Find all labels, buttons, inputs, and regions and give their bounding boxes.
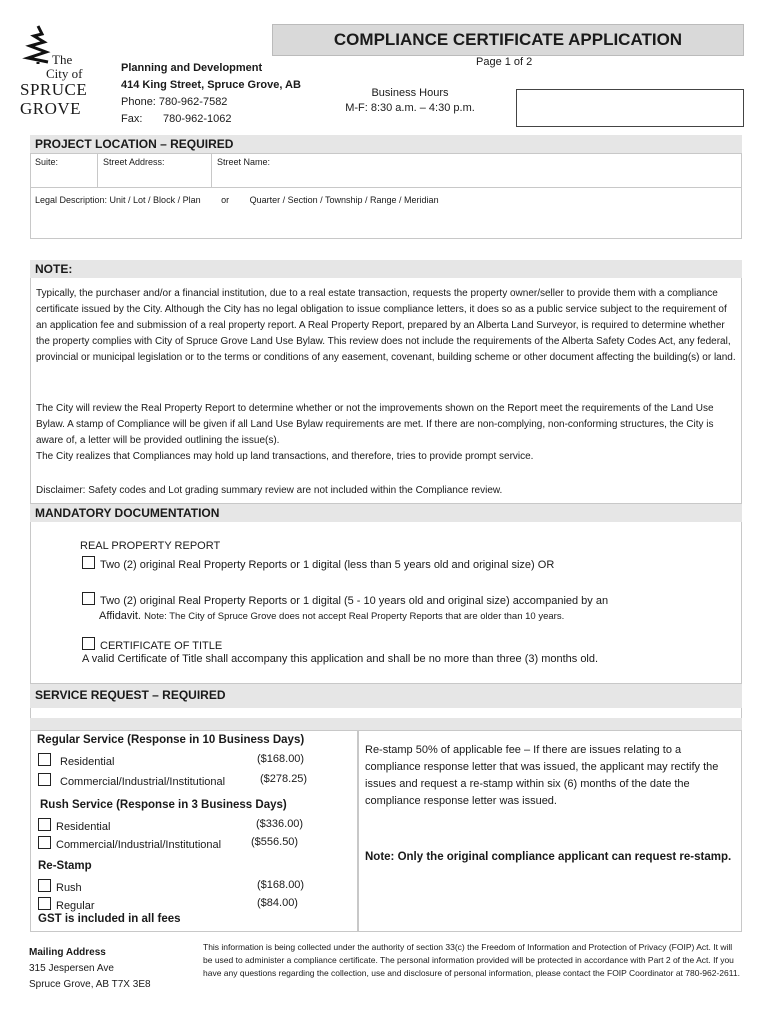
restamp-regular-price: ($84.00)	[257, 897, 298, 909]
restamp-applicant-note: Note: Only the original compliance applicant can request re-stamp.	[365, 851, 732, 863]
restamp-rush-price: ($168.00)	[257, 879, 305, 891]
form-title: COMPLIANCE CERTIFICATE APPLICATION	[272, 24, 744, 56]
business-hours-label: Business Hours	[371, 87, 449, 99]
note-heading: NOTE:	[30, 260, 742, 278]
note-paragraph-1: Typically, the purchaser and/or a financial institution, due to a real estate transaction, requests the property owner/seller to provide them with a compliance certificate issued by the City. Although the City has no legal obligation to issue compliance letters, it does so as a public service subject to the requirement of an application fee and submission of a real property report. A Real Property Report, prepared by an Alberta Land Surveyor, is required to determine whether the property complies with City of Spruce Grove Land Use Bylaw. This review does not include the requirements of the Alberta Safety Codes Act, any federal, provincial or municipal legislation or to the terms or conditions of any easement, covenant, building scheme or other document affecting the building(s) or land.	[36, 288, 736, 363]
regular-commercial-price: ($278.25)	[260, 773, 308, 785]
restamp-heading: Re-Stamp	[38, 860, 92, 872]
restamp-info-panel	[358, 730, 742, 932]
rpr-option-1[interactable]: Two (2) original Real Property Reports or 1 digital (less than 5 years old and original size) OR	[82, 556, 554, 571]
rpr-option-1-checkbox[interactable]	[82, 556, 95, 569]
rpr-heading: REAL PROPERTY REPORT	[80, 540, 221, 552]
rpr-option-2-checkbox[interactable]	[82, 592, 95, 605]
service-subheader-band	[30, 718, 742, 730]
page-indicator: Page 1 of 2	[476, 56, 533, 68]
rush-commercial-checkbox[interactable]	[38, 836, 51, 849]
street-address-field[interactable]: Street Address:	[97, 154, 212, 188]
logo-text-spruce: SPRUCE	[20, 80, 88, 99]
mandatory-heading: MANDATORY DOCUMENTATION	[30, 504, 742, 522]
street-name-field[interactable]: Street Name:	[211, 154, 741, 188]
rpr-option-2-cont: Affidavit. Note: The City of Spruce Grove does not accept Real Property Reports that are older than 10 years.	[99, 610, 565, 622]
regular-service-heading: Regular Service (Response in 10 Business Days)	[37, 734, 305, 746]
logo-text-cityof: City of	[46, 66, 83, 81]
mailing-address	[29, 945, 151, 993]
rpr-age-note: Note: The City of Spruce Grove does not accept Real Property Reports that are older than 10 years.	[144, 611, 565, 622]
restamp-regular-option[interactable]: Regular	[38, 897, 95, 912]
department-name: Planning and Development	[121, 62, 263, 74]
restamp-rush-checkbox[interactable]	[38, 879, 51, 892]
service-fees-panel	[30, 730, 358, 932]
regular-residential-price: ($168.00)	[257, 753, 305, 765]
rush-residential-option[interactable]: Residential	[38, 818, 110, 833]
service-heading-band	[30, 684, 742, 708]
regular-residential-option[interactable]: Residential	[38, 753, 114, 768]
department-phone: Phone: 780-962-7582	[121, 96, 228, 108]
note-paragraph-3: The City realizes that Compliances may hold up land transactions, and therefore, tries to provide prompt service.	[36, 451, 534, 462]
restamp-info-text: Re-stamp 50% of applicable fee – If there are issues relating to a compliance response letter that was issued, the applicant may rectify the issues and request a re-stamp within six (6) months of the date the compliance response letter was issued.	[365, 744, 719, 807]
mailing-address-line1: 315 Jespersen Ave	[29, 963, 114, 974]
project-location-box	[30, 153, 742, 239]
rush-residential-price: ($336.00)	[256, 818, 304, 830]
service-heading: SERVICE REQUEST – REQUIRED	[35, 688, 226, 702]
rush-commercial-option[interactable]: Commercial/Industrial/Institutional	[38, 836, 221, 851]
rush-commercial-price: ($556.50)	[251, 836, 299, 848]
regular-residential-checkbox[interactable]	[38, 753, 51, 766]
restamp-regular-checkbox[interactable]	[38, 897, 51, 910]
foip-notice: This information is being collected under the authority of section 33(c) the Freedom of Information and Protection of Privacy (FOIP) Act. It will be used to administer a compliance certificate. The personal information provided will be protected in accordance with Part 2 of the Act. If you have any questions regarding the collection, use and disclosure of personal information, please contact the FOIP Coordinator at 780-962-2611.	[203, 942, 740, 978]
certificate-of-title[interactable]: CERTIFICATE OF TITLE	[82, 637, 222, 652]
logo-text-the: The	[52, 52, 73, 67]
regular-commercial-checkbox[interactable]	[38, 773, 51, 786]
note-paragraph-2: The City will review the Real Property Report to determine whether or not the improvements shown on the Report meet the requirements of the Land Use Bylaw. A stamp of Compliance will be given if all Land Use Bylaw requirements are met. If there are non-complying, non-conforming structures, the City is aware of, a letter will be provided outlining the issue(s).	[36, 403, 714, 446]
service-spacer	[30, 708, 742, 718]
department-address: 414 King Street, Spruce Grove, AB	[121, 79, 301, 91]
gst-note: GST is included in all fees	[38, 913, 181, 925]
logo-text-grove: GROVE	[20, 99, 82, 118]
legal-description-label[interactable]: Legal Description: Unit / Lot / Block / Plan or Quarter / Section / Township / Range / Meridian	[35, 195, 439, 205]
business-hours-value: M-F: 8:30 a.m. – 4:30 p.m.	[345, 102, 475, 114]
suite-field[interactable]: Suite:	[31, 154, 98, 188]
city-logo	[20, 22, 92, 122]
department-info	[121, 60, 301, 128]
department-fax: Fax: 780-962-1062	[121, 113, 232, 125]
certificate-of-title-checkbox[interactable]	[82, 637, 95, 650]
tree-logo-icon	[22, 24, 56, 64]
rush-service-heading: Rush Service (Response in 3 Business Days)	[40, 799, 287, 811]
project-location-heading: PROJECT LOCATION – REQUIRED	[30, 135, 742, 153]
rpr-option-2[interactable]: Two (2) original Real Property Reports or 1 digital (5 - 10 years old and original size) accompanied by an	[82, 592, 608, 607]
regular-commercial-option[interactable]: Commercial/Industrial/Institutional	[38, 773, 225, 788]
office-use-box	[516, 89, 744, 127]
restamp-rush-option[interactable]: Rush	[38, 879, 82, 894]
certificate-of-title-text: A valid Certificate of Title shall accompany this application and shall be no more than three (3) months old.	[82, 653, 599, 665]
note-disclaimer: Disclaimer: Safety codes and Lot grading summary review are not included within the Compliance review.	[36, 485, 503, 496]
rush-residential-checkbox[interactable]	[38, 818, 51, 831]
mailing-address-line2: Spruce Grove, AB T7X 3E8	[29, 979, 151, 990]
mailing-address-heading: Mailing Address	[29, 947, 106, 958]
business-hours	[335, 86, 485, 116]
